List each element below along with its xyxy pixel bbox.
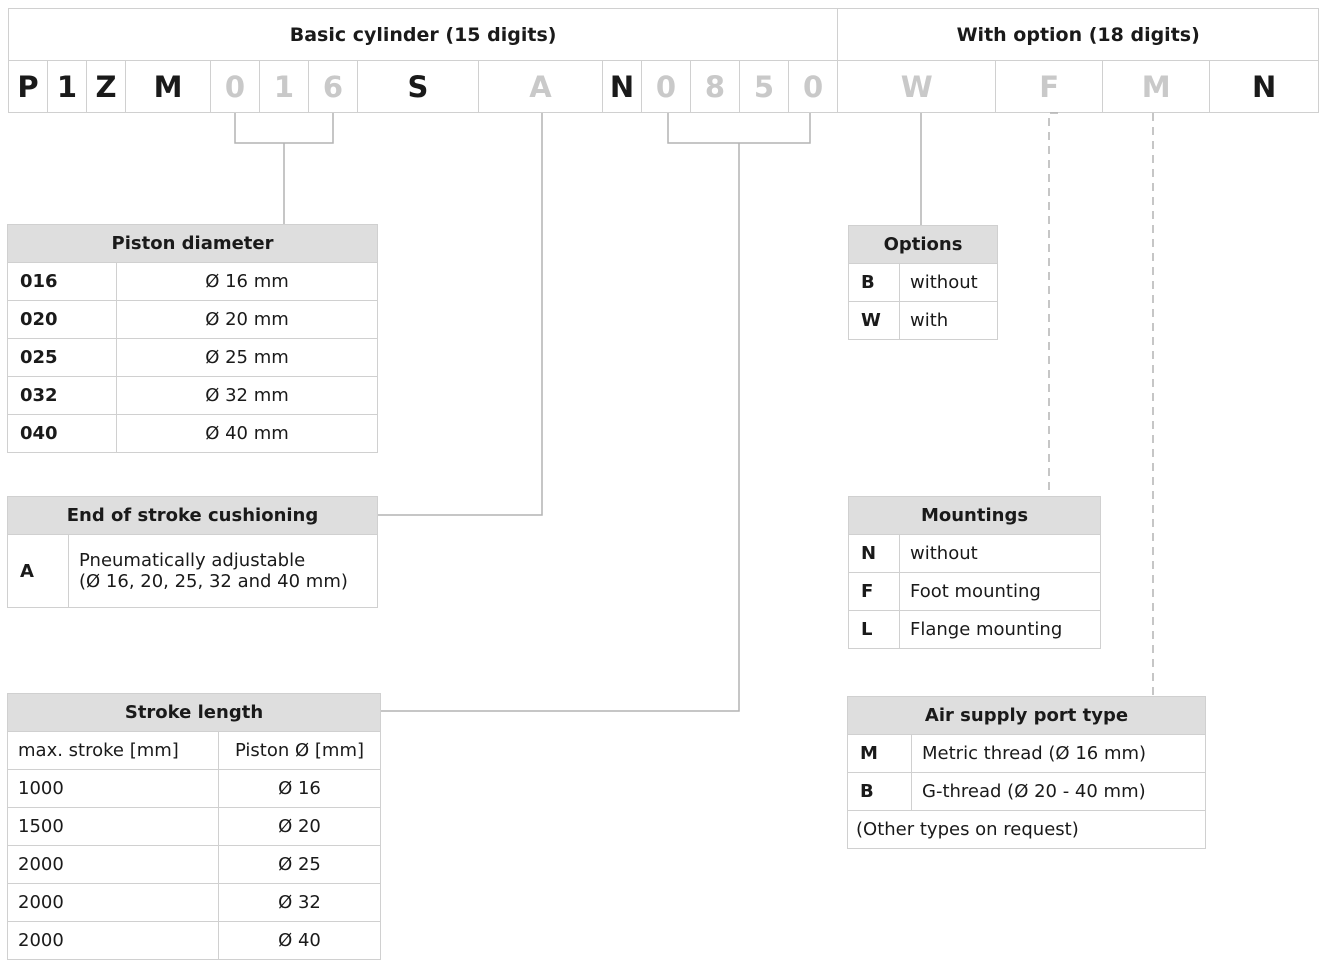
air-supply-code: M bbox=[848, 735, 912, 773]
cushioning-connector bbox=[377, 113, 542, 515]
code-digit: 0 bbox=[789, 61, 838, 113]
table-row bbox=[8, 770, 381, 808]
piston-code: 020 bbox=[8, 301, 117, 339]
code-digit: P bbox=[9, 61, 48, 113]
code-digit: M bbox=[1103, 61, 1210, 113]
piston-size: Ø 40 bbox=[219, 922, 381, 960]
code-digit: 6 bbox=[309, 61, 358, 113]
table-row bbox=[8, 884, 381, 922]
option-value: with bbox=[900, 302, 998, 340]
code-digit: N bbox=[603, 61, 642, 113]
mountings-connector bbox=[1049, 113, 1058, 496]
code-digit: Z bbox=[87, 61, 126, 113]
table-row bbox=[849, 302, 998, 340]
code-digit: F bbox=[996, 61, 1103, 113]
table-row bbox=[848, 735, 1206, 773]
code-digit: 5 bbox=[740, 61, 789, 113]
mounting-value: Flange mounting bbox=[900, 611, 1101, 649]
stroke-value: 1500 bbox=[8, 808, 219, 846]
cushioning-table bbox=[7, 496, 378, 608]
piston-code: 025 bbox=[8, 339, 117, 377]
mounting-value: without bbox=[900, 535, 1101, 573]
piston-diameter-table bbox=[7, 224, 378, 453]
stroke-value: 1000 bbox=[8, 770, 219, 808]
table-row bbox=[8, 301, 378, 339]
stroke-length-table bbox=[7, 693, 381, 960]
air-supply-title: Air supply port type bbox=[848, 697, 1206, 735]
air-supply-code: B bbox=[848, 773, 912, 811]
table-row bbox=[8, 339, 378, 377]
air-supply-note: (Other types on request) bbox=[848, 811, 1206, 849]
code-digit: 1 bbox=[48, 61, 87, 113]
cushioning-title: End of stroke cushioning bbox=[8, 497, 378, 535]
cushioning-line2: (Ø 16, 20, 25, 32 and 40 mm) bbox=[79, 571, 348, 592]
table-row bbox=[8, 846, 381, 884]
mounting-value: Foot mounting bbox=[900, 573, 1101, 611]
air-supply-value: Metric thread (Ø 16 mm) bbox=[912, 735, 1206, 773]
stroke-length-title: Stroke length bbox=[8, 694, 381, 732]
stroke-value: 2000 bbox=[8, 884, 219, 922]
piston-code: 040 bbox=[8, 415, 117, 453]
code-digit: A bbox=[479, 61, 603, 113]
table-row bbox=[849, 535, 1101, 573]
code-digit: 0 bbox=[642, 61, 691, 113]
mounting-code: L bbox=[849, 611, 900, 649]
code-digit: M bbox=[126, 61, 211, 113]
table-row bbox=[8, 808, 381, 846]
table-row bbox=[849, 573, 1101, 611]
options-table bbox=[848, 225, 998, 340]
mounting-code: N bbox=[849, 535, 900, 573]
piston-size: Ø 32 bbox=[219, 884, 381, 922]
code-digit: N bbox=[1210, 61, 1319, 113]
basic-cylinder-header: Basic cylinder (15 digits) bbox=[9, 9, 838, 61]
code-digit: 1 bbox=[260, 61, 309, 113]
table-row bbox=[848, 773, 1206, 811]
code-digit: 8 bbox=[691, 61, 740, 113]
table-row bbox=[8, 535, 378, 608]
mountings-title: Mountings bbox=[849, 497, 1101, 535]
stroke-column-header: max. stroke [mm] bbox=[8, 732, 219, 770]
mounting-code: F bbox=[849, 573, 900, 611]
stroke-value: 2000 bbox=[8, 922, 219, 960]
piston-value: Ø 40 mm bbox=[117, 415, 378, 453]
option-value: without bbox=[900, 264, 998, 302]
table-row bbox=[8, 415, 378, 453]
air-supply-table bbox=[847, 696, 1206, 849]
piston-diameter-title: Piston diameter bbox=[8, 225, 378, 263]
piston-size: Ø 16 bbox=[219, 770, 381, 808]
piston-diameter-connector bbox=[235, 113, 333, 143]
stroke-length-connector bbox=[668, 113, 810, 143]
piston-column-header: Piston Ø [mm] bbox=[219, 732, 381, 770]
piston-value: Ø 20 mm bbox=[117, 301, 378, 339]
with-option-header: With option (18 digits) bbox=[838, 9, 1319, 61]
piston-size: Ø 20 bbox=[219, 808, 381, 846]
cushioning-code: A bbox=[8, 535, 69, 608]
code-digit: S bbox=[358, 61, 479, 113]
option-code: W bbox=[849, 302, 900, 340]
piston-value: Ø 16 mm bbox=[117, 263, 378, 301]
piston-code: 016 bbox=[8, 263, 117, 301]
air-supply-value: G-thread (Ø 20 - 40 mm) bbox=[912, 773, 1206, 811]
cushioning-line1: Pneumatically adjustable bbox=[79, 550, 306, 571]
piston-size: Ø 25 bbox=[219, 846, 381, 884]
table-row bbox=[8, 263, 378, 301]
piston-value: Ø 32 mm bbox=[117, 377, 378, 415]
table-row bbox=[8, 377, 378, 415]
table-row bbox=[849, 264, 998, 302]
table-row bbox=[849, 611, 1101, 649]
code-digit: 0 bbox=[211, 61, 260, 113]
stroke-value: 2000 bbox=[8, 846, 219, 884]
code-digit: W bbox=[838, 61, 996, 113]
piston-value: Ø 25 mm bbox=[117, 339, 378, 377]
option-code: B bbox=[849, 264, 900, 302]
options-title: Options bbox=[849, 226, 998, 264]
mountings-table bbox=[848, 496, 1101, 649]
cushioning-description bbox=[69, 535, 378, 608]
piston-code: 032 bbox=[8, 377, 117, 415]
